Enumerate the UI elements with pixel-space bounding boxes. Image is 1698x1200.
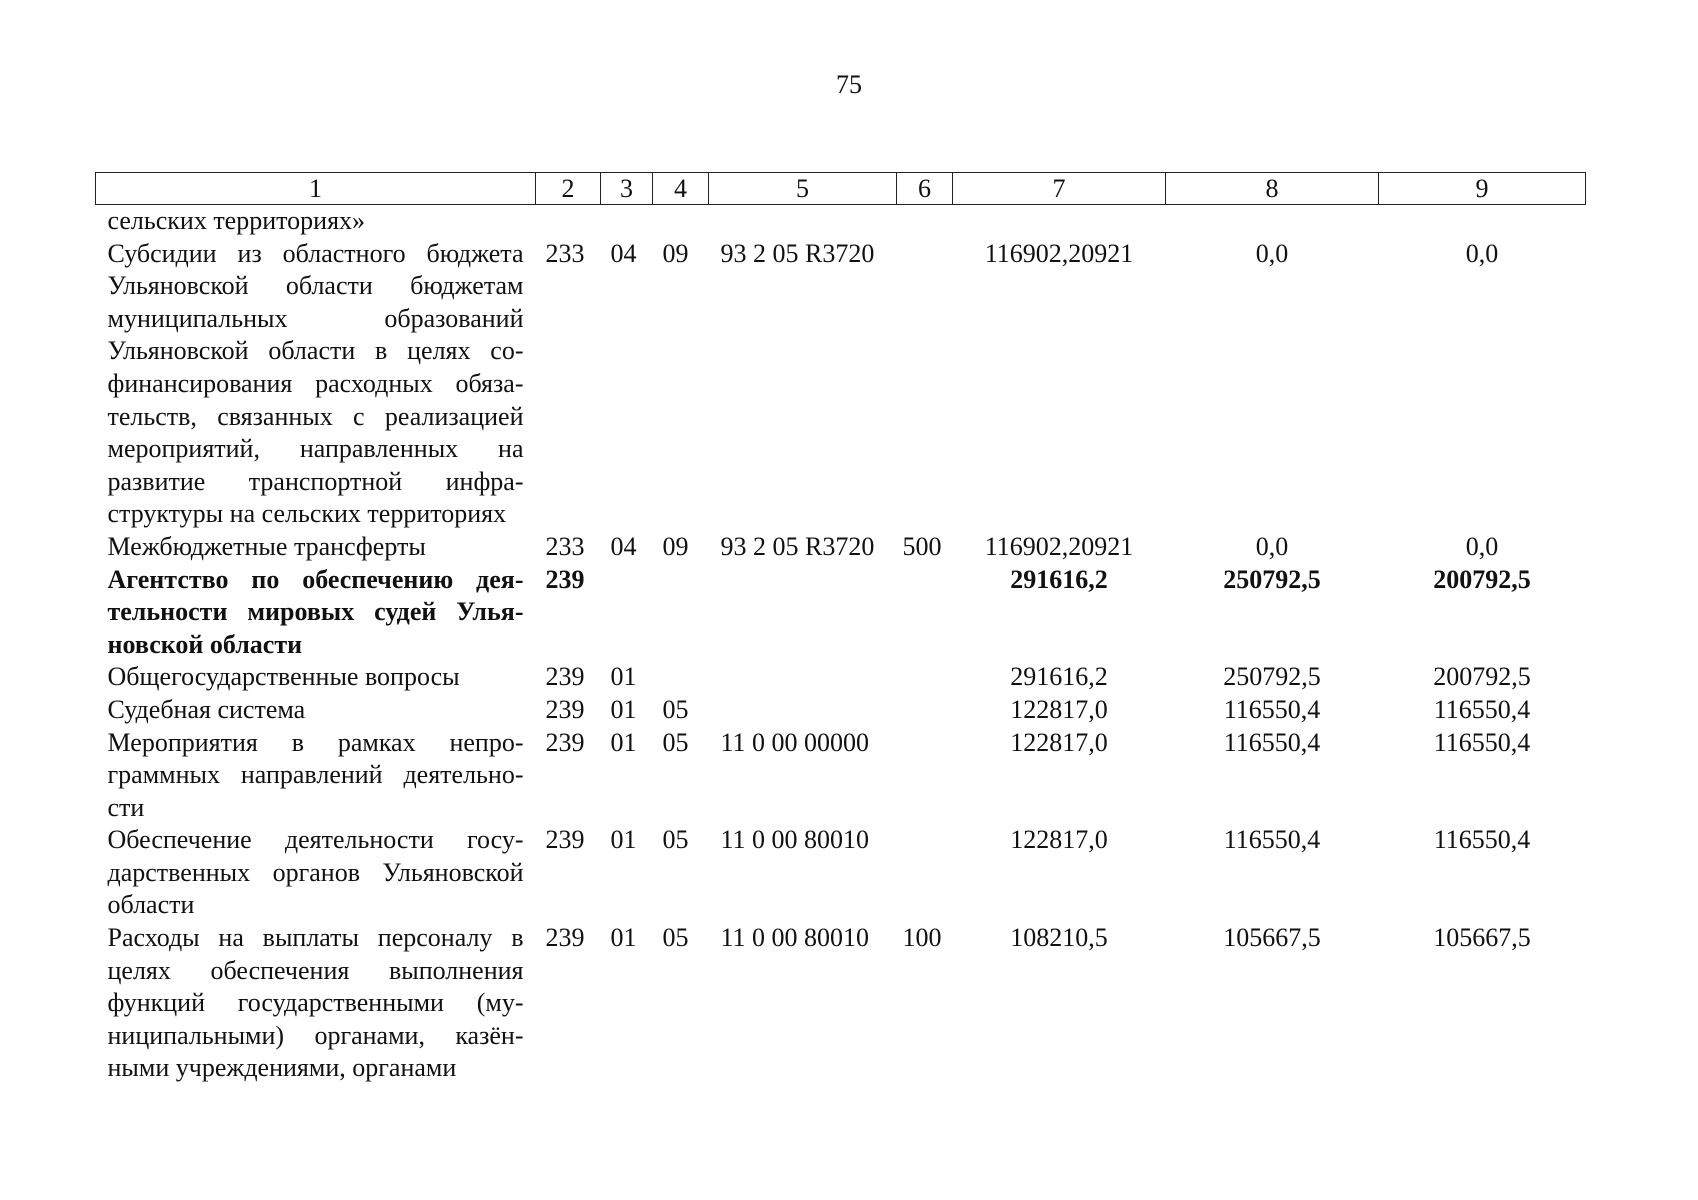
column-header-5: 5 (709, 173, 897, 205)
row-name: Мероприятия в рамках непрограммных направлений деятельности (107, 727, 524, 822)
col9-amount: 116550,4 (1433, 727, 1531, 757)
col4-subsection (653, 661, 709, 694)
col6-expense-type: 500 (902, 531, 942, 561)
column-header-4: 4 (653, 173, 709, 205)
page-number: 75 (836, 70, 862, 99)
col6-expense-type: 100 (902, 923, 942, 953)
col2-code: 239 (545, 825, 585, 855)
col8-amount: 116550,4 (1223, 727, 1321, 757)
column-number-row (96, 173, 1586, 205)
column-header-1: 1 (96, 173, 536, 205)
col7-amount: 122817,0 (1010, 694, 1108, 724)
col3-section: 04 (610, 531, 637, 561)
row-name: Межбюджетные трансферты (107, 531, 426, 561)
col5-target-article (709, 694, 897, 727)
col8-amount: 116550,4 (1223, 825, 1321, 855)
col4-subsection: 05 (662, 727, 689, 757)
col4-subsection: 05 (662, 923, 689, 953)
col5-target-article: 11 0 00 80010 (720, 825, 870, 855)
col4-subsection (653, 564, 709, 662)
col3-section (601, 564, 653, 662)
col6-expense-type (897, 694, 953, 727)
col9-amount (1379, 205, 1586, 238)
table-row (96, 727, 1586, 825)
col6-expense-type (897, 727, 953, 825)
table-row (96, 922, 1586, 1085)
row-name: Общегосударственные вопросы (107, 662, 460, 692)
col7-amount: 116902,20921 (984, 531, 1134, 561)
col7-amount: 122817,0 (1010, 727, 1108, 757)
col6-expense-type (897, 564, 953, 662)
col5-target-article (709, 564, 897, 662)
row-name: Судебная система (107, 694, 306, 724)
column-header-8: 8 (1166, 173, 1379, 205)
col8-amount: 116550,4 (1223, 694, 1321, 724)
col9-amount: 200792,5 (1433, 564, 1531, 594)
col3-section: 01 (610, 825, 637, 855)
col5-target-article: 11 0 00 80010 (720, 923, 870, 953)
col4-subsection: 05 (662, 694, 689, 724)
col8-amount: 250792,5 (1223, 564, 1321, 594)
table-row (96, 661, 1586, 694)
row-name: Расходы на выплаты персоналу в целях обеспечения выполнения функций государственными (муниципальными) органами, казёнными учреждениями, органами (107, 923, 524, 1083)
row-name: сельских территориях» (107, 206, 366, 235)
col3-section: 01 (610, 923, 637, 953)
col9-amount: 0,0 (1465, 238, 1499, 268)
col4-subsection (653, 205, 709, 238)
col3-section: 01 (610, 694, 637, 724)
col3-section: 01 (610, 662, 637, 692)
col9-amount: 116550,4 (1433, 694, 1531, 724)
col6-expense-type (897, 661, 953, 694)
col2-code: 239 (545, 727, 585, 757)
col6-expense-type (897, 205, 953, 238)
row-name: Агентство по обеспечению деятельности мировых судей Ульяновской области (107, 564, 524, 659)
col7-amount: 108210,5 (1010, 923, 1108, 953)
col3-section: 04 (610, 238, 637, 268)
col5-target-article (709, 661, 897, 694)
col7-amount (953, 205, 1166, 238)
col5-target-article: 93 2 05 R3720 (720, 531, 875, 561)
col2-code (536, 205, 601, 238)
table-row (96, 824, 1586, 922)
col6-expense-type (897, 238, 953, 531)
col8-amount: 0,0 (1255, 238, 1289, 268)
col7-amount: 122817,0 (1010, 825, 1108, 855)
col7-amount: 116902,20921 (984, 238, 1134, 268)
col3-section (601, 205, 653, 238)
row-name: Обеспечение деятельности государственных органов Ульяновской области (107, 825, 524, 920)
col5-target-article: 11 0 00 00000 (720, 727, 870, 757)
col2-code: 233 (545, 531, 585, 561)
col8-amount: 105667,5 (1223, 923, 1321, 953)
col7-amount: 291616,2 (1010, 564, 1108, 594)
table-row (96, 531, 1586, 564)
col9-amount: 116550,4 (1433, 825, 1531, 855)
column-header-6: 6 (897, 173, 953, 205)
table-body (96, 205, 1586, 1086)
table-header (96, 173, 1586, 205)
col2-code: 239 (545, 694, 585, 724)
col8-amount: 250792,5 (1223, 662, 1321, 692)
col3-section: 01 (610, 727, 637, 757)
table-row (96, 205, 1586, 238)
col2-code: 239 (545, 564, 585, 594)
row-name: Субсидии из областного бюджета Ульяновской области бюджетам муниципальных образований Ульяновской области в целях софинансирования расходных обязательств, связанных с реализацией мероприятий, направленных на развитие транспортной инфраструктуры на сельских территориях (107, 238, 524, 529)
table-row (96, 238, 1586, 531)
col6-expense-type (897, 824, 953, 922)
column-header-9: 9 (1379, 173, 1586, 205)
column-header-3: 3 (601, 173, 653, 205)
budget-table (95, 172, 1586, 1085)
col8-amount: 0,0 (1255, 531, 1289, 561)
column-header-7: 7 (953, 173, 1166, 205)
col5-target-article (709, 205, 897, 238)
column-header-2: 2 (536, 173, 601, 205)
col5-target-article: 93 2 05 R3720 (720, 238, 875, 268)
col9-amount: 105667,5 (1433, 923, 1531, 953)
col4-subsection: 09 (662, 238, 689, 268)
col2-code: 233 (545, 238, 585, 268)
col8-amount (1166, 205, 1379, 238)
col2-code: 239 (545, 923, 585, 953)
col4-subsection: 05 (662, 825, 689, 855)
col9-amount: 0,0 (1465, 531, 1499, 561)
col2-code: 239 (545, 662, 585, 692)
col9-amount: 200792,5 (1433, 662, 1531, 692)
col4-subsection: 09 (662, 531, 689, 561)
table-row (96, 564, 1586, 662)
table-row (96, 694, 1586, 727)
col7-amount: 291616,2 (1010, 662, 1108, 692)
